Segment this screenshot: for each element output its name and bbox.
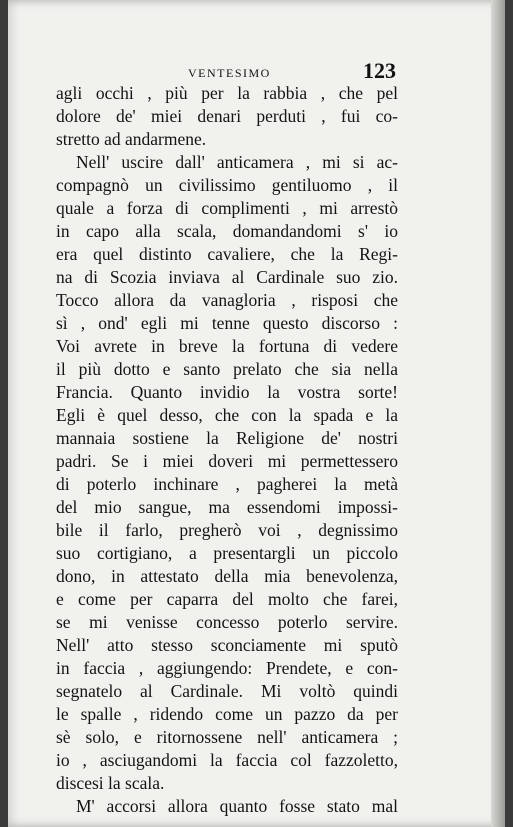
text-line: agli occhi , più per la rabbia , che pel (56, 83, 398, 103)
text-line: il più dotto e santo prelato che sia nella (56, 359, 398, 379)
text-line: na di Scozia inviava al Cardinale suo zio. (56, 267, 398, 287)
text-line: in capo alla scala, domandandomi s' io (56, 221, 398, 241)
text-line: io , asciugandomi la faccia col fazzoletto, (56, 750, 398, 770)
text-line: sì , ond' egli mi tenne questo discorso : (56, 313, 398, 333)
text-line: Francia. Quanto invidio la vostra sorte! (56, 382, 398, 402)
text-line: mannaia sostiene la Religione de' nostri (56, 428, 398, 448)
page-number: 123 (363, 58, 396, 83)
text-line: Nell' atto stesso sconciamente mi sputò (56, 635, 398, 655)
body-text (56, 82, 398, 818)
text-line: quale a forza di complimenti , mi arrestò (56, 198, 398, 218)
page-edge-shadow (491, 0, 505, 827)
text-line: Tocco allora da vanagloria , risposi che (56, 290, 398, 310)
text-line: e come per caparra del molto che farei, (56, 589, 398, 609)
text-line: suo cortigiano, a presentargli un piccolo (56, 543, 398, 563)
text-line: di poterlo inchinare , pagherei la metà (56, 474, 398, 494)
text-line: se mi venisse concesso poterlo servire. (56, 612, 398, 632)
text-line: padri. Se i miei doveri mi permettessero (56, 451, 398, 471)
text-line: dolore de' miei denari perduti , fui co- (56, 106, 398, 126)
text-line: in faccia , aggiungendo: Prendete, e con- (56, 658, 398, 678)
text-line: le spalle , ridendo come un pazzo da per (56, 704, 398, 724)
text-line: Nell' uscire dall' anticamera , mi si ac- (76, 152, 398, 172)
running-head: VENTESIMO (188, 66, 271, 80)
text-line: dono, in attestato della mia benevolenza, (56, 566, 398, 586)
text-line: bile il farlo, pregherò voi , degnissimo (56, 520, 398, 540)
text-line: stretto ad andarmene. (56, 129, 207, 149)
book-page (8, 0, 505, 827)
text-line: sè solo, e ritornossene nell' anticamera ; (56, 727, 398, 747)
text-line: Egli è quel desso, che con la spada e la (56, 405, 398, 425)
text-line: M' accorsi allora quanto fosse stato mal (76, 796, 398, 816)
text-line: Voi avrete in breve la fortuna di vedere (56, 336, 398, 356)
text-line: era quel distinto cavaliere, che la Regi- (56, 244, 398, 264)
text-line: segnatelo al Cardinale. Mi voltò quindi (56, 681, 398, 701)
text-line: compagnò un civilissimo gentiluomo , il (56, 175, 398, 195)
text-line: discesi la scala. (56, 773, 165, 793)
text-line: del mio sangue, ma essendomi impossi- (56, 497, 398, 517)
